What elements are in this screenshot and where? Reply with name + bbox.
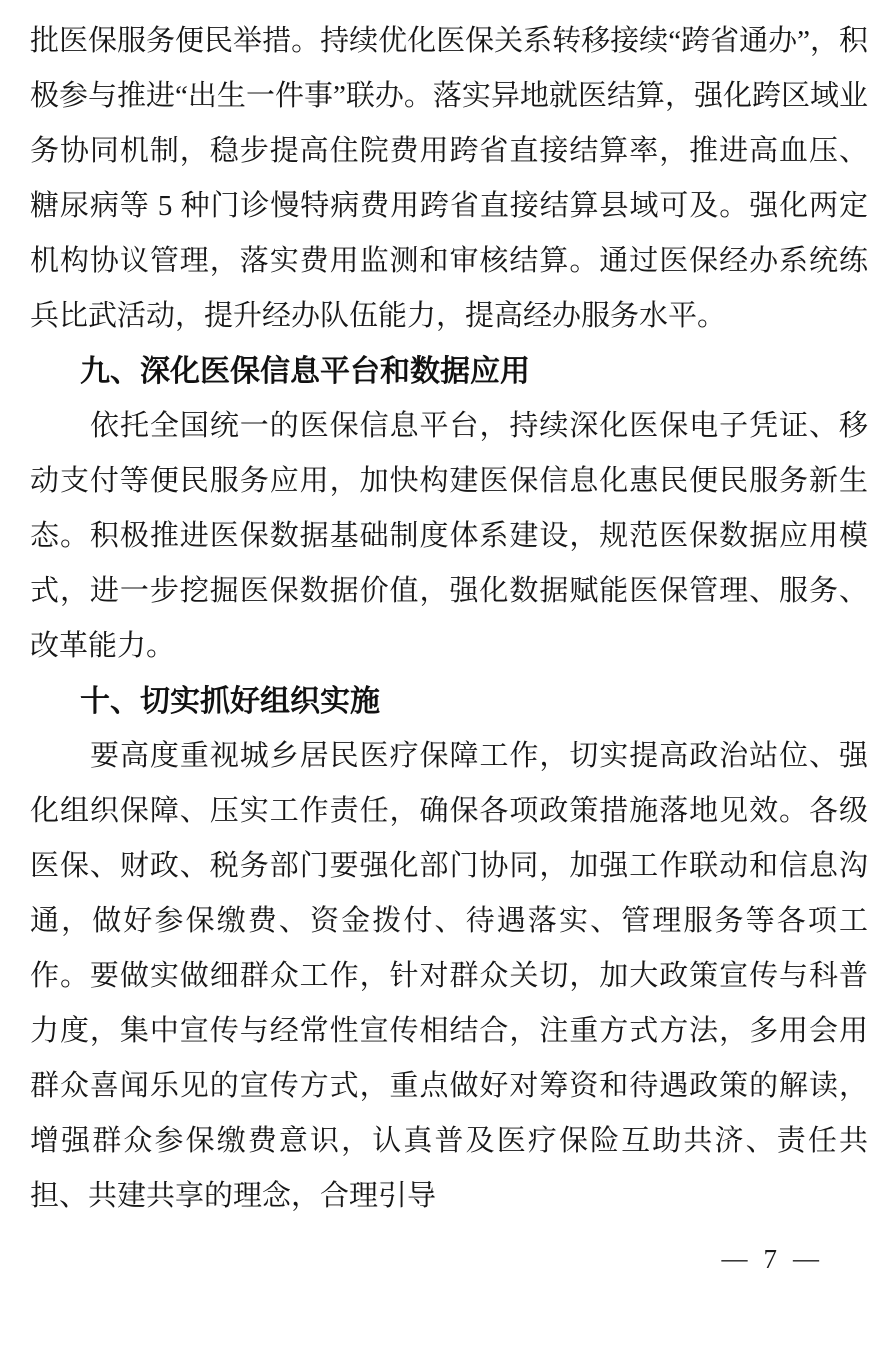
footer-dash-right: — <box>793 1244 819 1273</box>
paragraph-section9-body: 依托全国统一的医保信息平台，持续深化医保电子凭证、移动支付等便民服务应用，加快构建医保信息化惠民便民服务新生态。积极推进医保数据基础制度体系建设，规范医保数据应用模式，进一步挖掘医保数据价值，强化数据赋能医保管理、服务、改革能力。 <box>30 410 868 662</box>
footer-dash-left: — <box>721 1244 748 1273</box>
paragraph-continuation: 批医保服务便民举措。持续优化医保关系转移接续“跨省通办”，积极参与推进“出生一件事”联办。落实异地就医结算，强化跨区域业务协同机制，稳步提高住院费用跨省直接结算率，推进高血压、糖尿病等 5 种门诊慢特病费用跨省直接结算县域可及。强化两定机构协议管理，落实费用监测和审核结算。通过医保经办系统练兵比武活动，提升经办队伍能力，提高经办服务水平。 <box>30 25 868 332</box>
text-block <box>30 14 868 1224</box>
page-number: 7 <box>763 1244 777 1274</box>
section-heading-9: 九、深化医保信息平台和数据应用 <box>80 355 530 388</box>
section-heading-10: 十、切实抓好组织实施 <box>80 685 380 718</box>
page-footer <box>722 1240 820 1278</box>
paragraph-section10-body: 要高度重视城乡居民医疗保障工作，切实提高政治站位、强化组织保障、压实工作责任，确保各项政策措施落地见效。各级医保、财政、税务部门要强化部门协同，加强工作联动和信息沟通，做好参保缴费、资金拨付、待遇落实、管理服务等各项工作。要做实做细群众工作，针对群众关切，加大政策宣传与科普力度，集中宣传与经常性宣传相结合，注重方式方法，多用会用群众喜闻乐见的宣传方式，重点做好对筹资和待遇政策的解读，增强群众参保缴费意识，认真普及医疗保险互助共济、责任共担、共建共享的理念，合理引导 <box>30 740 868 1212</box>
